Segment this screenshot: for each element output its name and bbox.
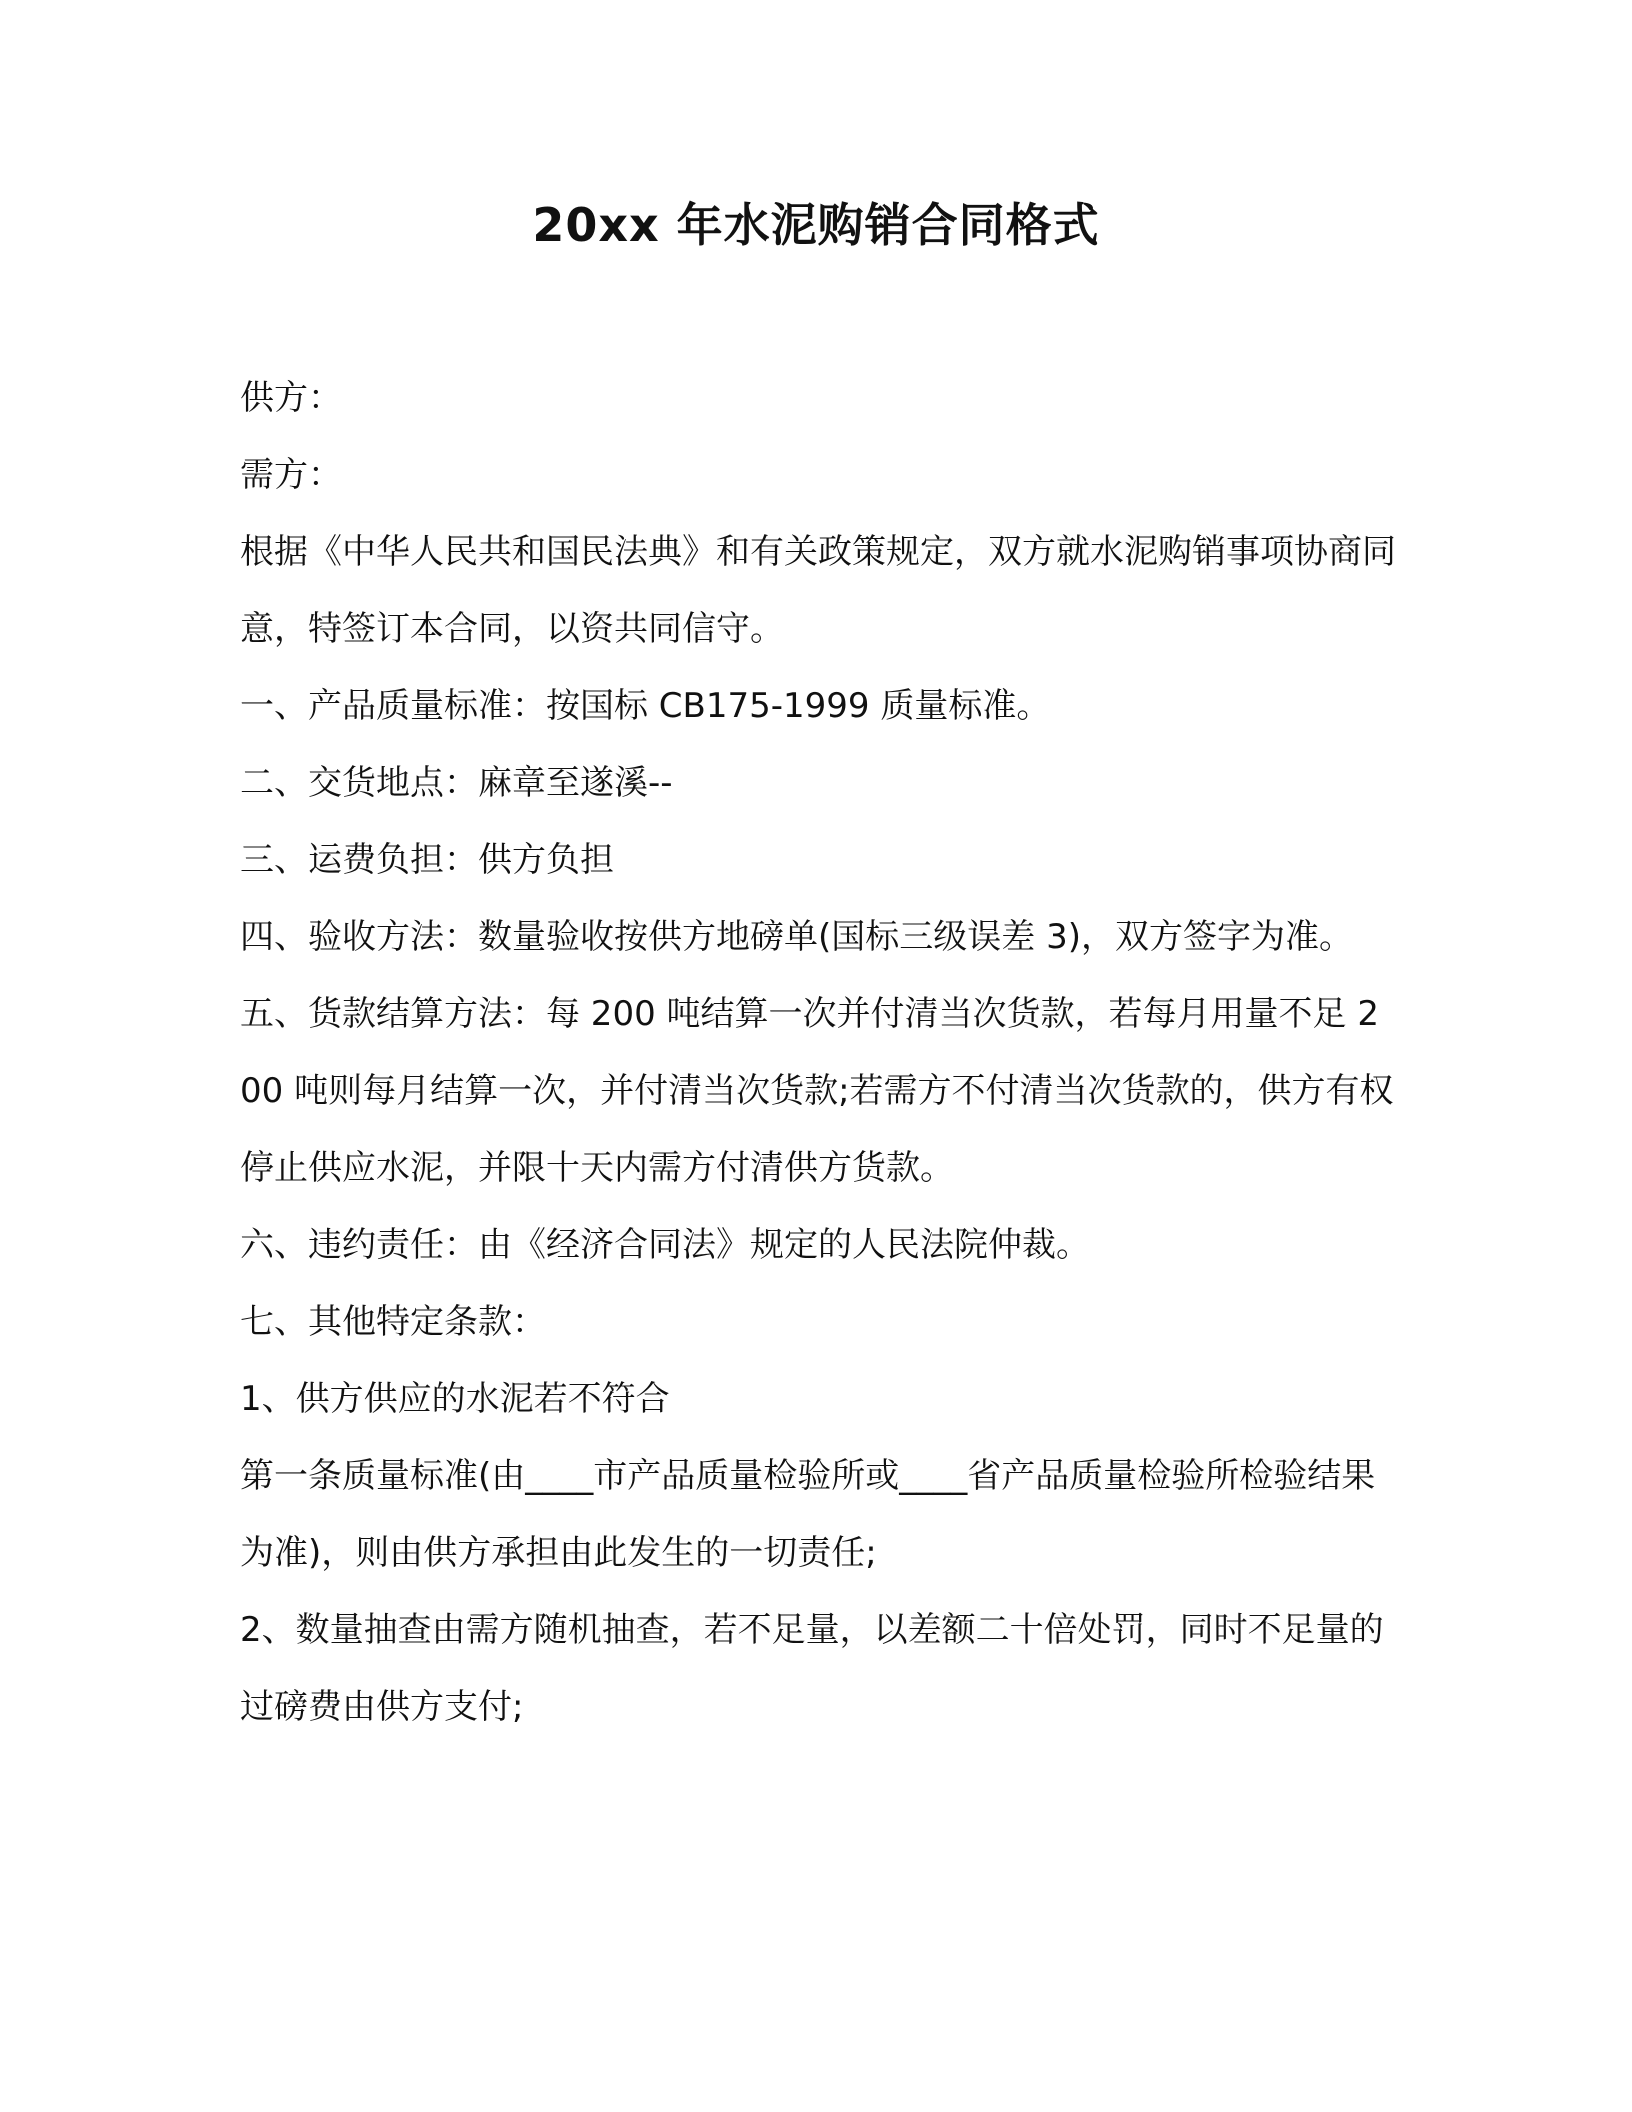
- preamble-paragraph: 根据《中华人民共和国民法典》和有关政策规定，双方就水泥购销事项协商同意，特签订本合同，以资共同信守。: [240, 532, 1396, 649]
- clause-other-terms: 七、其他特定条款：: [240, 1302, 546, 1342]
- term-item-2: 2、数量抽查由需方随机抽查，若不足量，以差额二十倍处罚，同时不足量的过磅费由供方支付;: [240, 1610, 1384, 1727]
- document-body: [240, 360, 1400, 1746]
- clause-liability: 六、违约责任：由《经济合同法》规定的人民法院仲裁。: [240, 1225, 1090, 1265]
- term-item-1-detail: 第一条质量标准(由____市产品质量检验所或____省产品质量检验所检验结果为准)，则由供方承担由此发生的一切责任;: [240, 1456, 1376, 1573]
- clause-delivery-location: 二、交货地点：麻章至遂溪--: [240, 763, 673, 803]
- term-item-1: 1、供方供应的水泥若不符合: [240, 1379, 670, 1419]
- clause-payment: 五、货款结算方法：每 200 吨结算一次并付清当次货款，若每月用量不足 200 吨则每月结算一次，并付清当次货款;若需方不付清当次货款的，供方有权停止供应水泥，并限十天内需方付清供方货款。: [240, 994, 1394, 1188]
- supplier-line: 供方：: [240, 378, 342, 418]
- clause-freight: 三、运费负担：供方负担: [240, 840, 614, 880]
- buyer-line: 需方：: [240, 455, 342, 495]
- clause-acceptance: 四、验收方法：数量验收按供方地磅单(国标三级误差 3)，双方签字为准。: [240, 917, 1353, 957]
- clause-quality-standard: 一、产品质量标准：按国标 CB175-1999 质量标准。: [240, 686, 1051, 726]
- document-title: 20xx 年水泥购销合同格式: [532, 198, 1100, 252]
